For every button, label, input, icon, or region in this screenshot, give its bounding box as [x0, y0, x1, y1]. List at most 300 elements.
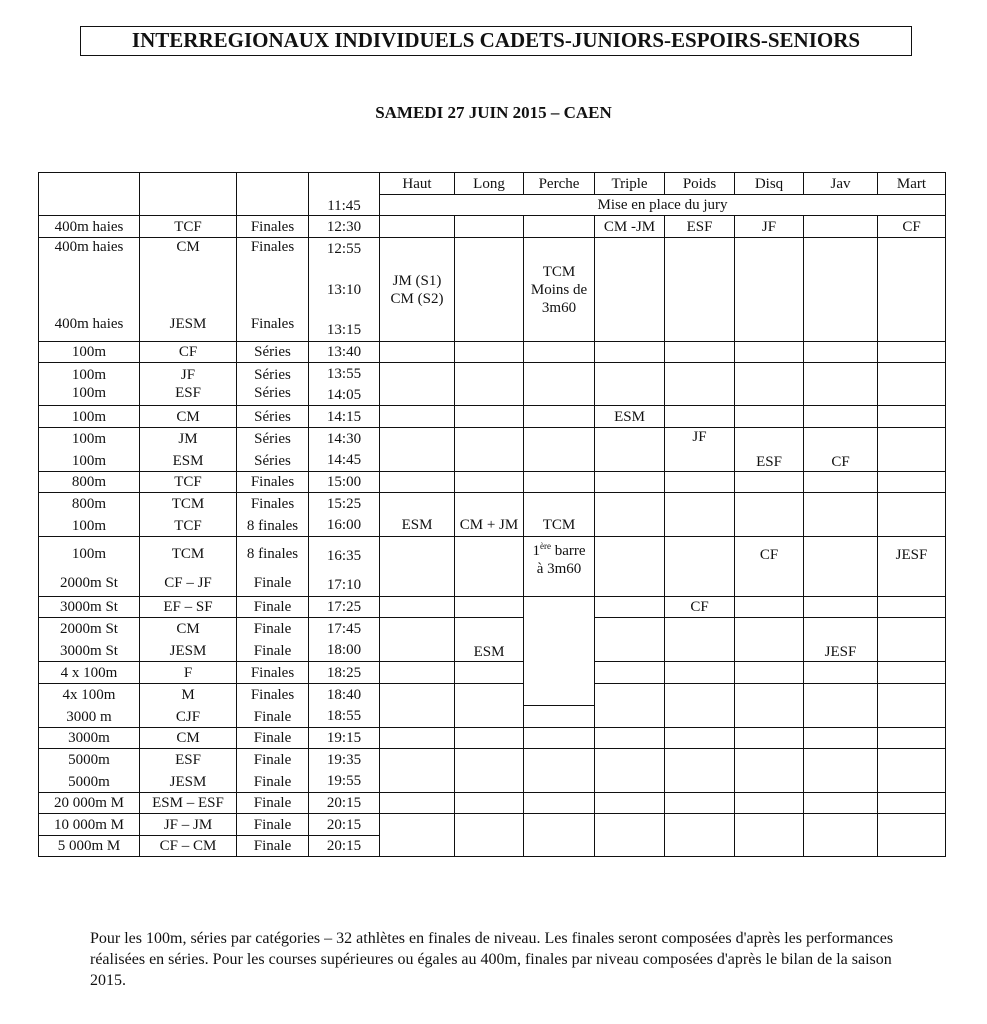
time-cell: 18:00	[309, 640, 380, 662]
event-cell	[595, 684, 665, 728]
event-cell	[804, 597, 878, 618]
round-cell: Finale	[237, 728, 309, 749]
event-cell	[804, 363, 878, 406]
table-row	[39, 749, 946, 771]
event-cell	[524, 428, 595, 472]
category-text: JESM	[169, 316, 207, 332]
event-cell	[878, 342, 946, 363]
round-cell	[237, 493, 309, 537]
course-cell	[39, 618, 140, 662]
category-cell	[140, 618, 237, 662]
event-cell	[455, 662, 524, 684]
event-cell	[878, 684, 946, 728]
event-cell	[735, 749, 804, 793]
event-cell: CM + JM	[455, 515, 524, 537]
event-cell	[524, 814, 595, 857]
time-cell: 18:25	[309, 662, 380, 684]
event-cell	[380, 684, 455, 728]
time-cell: 14:15	[309, 406, 380, 428]
time-cell: 13:55	[309, 363, 380, 385]
round-cell	[237, 684, 309, 728]
round-text: Finales	[250, 495, 295, 512]
event-cell	[665, 342, 735, 363]
round-cell	[237, 537, 309, 597]
time-cell: 18:40	[309, 684, 380, 706]
time-cell: 16:35	[309, 537, 380, 575]
event-cell	[524, 793, 595, 814]
event-cell	[665, 793, 735, 814]
event-cell	[878, 493, 946, 537]
event-cell	[455, 406, 524, 428]
event-cell	[804, 662, 878, 684]
event-cell	[804, 793, 878, 814]
event-cell	[595, 537, 665, 597]
time-cell: 14:05	[309, 385, 380, 406]
event-cell	[380, 662, 455, 684]
event-cell	[595, 363, 665, 406]
time-cell: 19:35	[309, 749, 380, 771]
time-cell: 18:55	[309, 706, 380, 728]
course-cell	[39, 684, 140, 728]
category-text: ESF	[175, 751, 201, 768]
course-cell: 20 000m M	[39, 793, 140, 814]
category-cell: CF	[140, 342, 237, 363]
event-cell	[665, 618, 735, 662]
event-cell	[455, 728, 524, 749]
round-text: Finale	[253, 751, 292, 768]
event-cell	[735, 342, 804, 363]
event-cell	[735, 406, 804, 428]
round-text: Finale	[253, 620, 292, 637]
event-cell	[455, 749, 524, 793]
event-cell	[380, 342, 455, 363]
course-text: 2000m St	[60, 575, 118, 591]
round-text: Séries	[254, 367, 291, 383]
event-cell: JESF	[804, 618, 878, 662]
course-cell	[39, 238, 140, 342]
perche-line: 1ère barre	[532, 541, 586, 559]
round-text: Finales	[250, 239, 295, 255]
category-cell	[140, 749, 237, 793]
course-cell: 3000m St	[39, 597, 140, 618]
round-cell	[237, 749, 309, 793]
event-cell	[878, 618, 946, 662]
event-cell	[878, 597, 946, 618]
course-text: 4x 100m	[62, 686, 116, 703]
event-cell	[735, 363, 804, 406]
round-text: Séries	[254, 385, 291, 401]
event-cell: JF	[735, 216, 804, 238]
course-cell: 100m	[39, 406, 140, 428]
course-cell	[39, 493, 140, 537]
category-cell	[140, 363, 237, 406]
event-cell	[878, 749, 946, 793]
time-cell: 16:00	[309, 515, 380, 537]
table-row	[39, 406, 946, 428]
column-header-poids: Poids	[665, 173, 735, 195]
time-cell: 17:45	[309, 618, 380, 640]
course-cell: 3000m	[39, 728, 140, 749]
table-row	[39, 814, 946, 836]
event-cell: CM -JM	[595, 216, 665, 238]
event-cell	[380, 363, 455, 406]
time-cell: 12:30	[309, 216, 380, 238]
table-row	[39, 793, 946, 814]
event-cell	[595, 597, 665, 618]
event-cell	[595, 342, 665, 363]
event-cell	[524, 363, 595, 406]
category-text: JESM	[169, 773, 207, 790]
category-text: CM	[176, 620, 200, 637]
course-text: 100m	[71, 430, 107, 447]
category-text: JESM	[169, 642, 207, 659]
event-cell: CF	[735, 537, 804, 597]
event-cell	[804, 728, 878, 749]
event-cell	[735, 662, 804, 684]
category-cell: CM	[140, 406, 237, 428]
table-row	[39, 597, 946, 618]
column-header-jav: Jav	[804, 173, 878, 195]
course-text: 800m	[71, 495, 107, 512]
event-cell	[804, 216, 878, 238]
haut-line: JM (S1)	[392, 272, 442, 289]
event-cell	[595, 618, 665, 662]
category-cell: ESM – ESF	[140, 793, 237, 814]
category-text: JM	[178, 430, 198, 447]
perche-line: TCM	[542, 263, 576, 280]
course-text: 400m haies	[54, 239, 124, 255]
event-cell-perche	[524, 238, 595, 342]
event-cell	[665, 493, 735, 537]
event-cell	[380, 428, 455, 472]
category-cell: CF – CM	[140, 836, 237, 857]
event-cell	[804, 749, 878, 793]
time-cell: 13:10	[309, 260, 380, 320]
category-cell	[140, 493, 237, 537]
category-cell: JF – JM	[140, 814, 237, 836]
event-cell	[665, 728, 735, 749]
round-cell: Séries	[237, 342, 309, 363]
event-cell	[665, 684, 735, 728]
jury-setup-cell: Mise en place du jury	[380, 195, 946, 216]
event-cell	[878, 363, 946, 406]
round-cell	[237, 363, 309, 406]
round-text: Séries	[254, 430, 291, 447]
round-cell	[237, 173, 309, 216]
table-row	[39, 728, 946, 749]
event-cell-perche	[524, 537, 595, 597]
event-cell	[595, 793, 665, 814]
column-header-triple: Triple	[595, 173, 665, 195]
document-title: INTERREGIONAUX INDIVIDUELS CADETS-JUNIORS-ESPOIRS-SENIORS	[80, 26, 912, 56]
event-cell	[804, 472, 878, 493]
event-cell	[455, 342, 524, 363]
event-cell	[665, 537, 735, 597]
event-cell	[524, 728, 595, 749]
course-cell	[39, 173, 140, 216]
course-text: 400m haies	[54, 316, 124, 332]
event-cell	[524, 216, 595, 238]
table-row	[39, 537, 946, 575]
event-cell	[455, 472, 524, 493]
event-cell: ESF	[735, 428, 804, 472]
category-text: CF – JF	[164, 575, 212, 591]
table-row	[39, 428, 946, 450]
event-cell	[380, 814, 455, 857]
event-cell	[804, 238, 878, 342]
event-cell	[455, 238, 524, 342]
time-cell: 17:25	[309, 597, 380, 618]
column-header-perche: Perche	[524, 173, 595, 195]
event-cell	[804, 814, 878, 857]
event-cell	[665, 749, 735, 793]
round-cell: Finale	[237, 836, 309, 857]
event-cell	[524, 493, 595, 515]
course-cell: 4 x 100m	[39, 662, 140, 684]
round-cell: Finale	[237, 793, 309, 814]
category-cell: F	[140, 662, 237, 684]
event-cell	[878, 728, 946, 749]
event-cell	[878, 662, 946, 684]
category-text: M	[181, 686, 195, 703]
category-text: TCM	[171, 495, 205, 512]
table-row	[39, 684, 946, 706]
event-cell	[735, 728, 804, 749]
event-cell	[455, 793, 524, 814]
round-cell: Finale	[237, 597, 309, 618]
event-cell	[804, 342, 878, 363]
category-cell: TCF	[140, 472, 237, 493]
event-cell	[804, 537, 878, 597]
round-text: Finale	[253, 708, 292, 725]
event-cell	[735, 597, 804, 618]
round-text: Finale	[253, 575, 292, 591]
table-row	[39, 618, 946, 640]
category-text: TCM	[171, 546, 205, 562]
time-cell: 14:30	[309, 428, 380, 450]
time-cell: 12:55	[309, 238, 380, 260]
course-text: 100m	[71, 367, 107, 383]
event-cell	[735, 793, 804, 814]
time-cell: 17:10	[309, 575, 380, 597]
round-cell	[237, 238, 309, 342]
round-cell: Finales	[237, 472, 309, 493]
event-cell	[735, 493, 804, 537]
course-text: 100m	[71, 452, 107, 469]
course-text: 100m	[71, 517, 107, 534]
table-row	[39, 342, 946, 363]
category-text: ESF	[175, 385, 201, 401]
category-text: ESM	[172, 452, 204, 469]
course-cell	[39, 363, 140, 406]
table-row	[39, 662, 946, 684]
event-cell	[380, 537, 455, 597]
event-cell	[878, 406, 946, 428]
event-cell	[380, 493, 455, 515]
event-cell	[455, 363, 524, 406]
event-cell	[878, 814, 946, 857]
event-cell	[665, 238, 735, 342]
course-text: 5000m	[68, 773, 110, 790]
event-cell	[595, 238, 665, 342]
event-cell	[455, 537, 524, 597]
event-cell	[524, 472, 595, 493]
column-header-disq: Disq	[735, 173, 804, 195]
round-text: Finales	[250, 316, 295, 332]
event-cell: CF	[804, 428, 878, 472]
event-cell	[878, 472, 946, 493]
schedule-table	[38, 172, 946, 857]
course-text: 5000m	[68, 751, 110, 768]
course-cell: 5 000m M	[39, 836, 140, 857]
event-cell	[878, 428, 946, 472]
event-cell	[878, 238, 946, 342]
event-cell	[735, 238, 804, 342]
time-cell: 19:55	[309, 771, 380, 793]
course-cell: 100m	[39, 342, 140, 363]
event-cell	[455, 814, 524, 857]
perche-line: 3m60	[541, 299, 577, 316]
category-text: CJF	[175, 708, 201, 725]
time-cell: 19:15	[309, 728, 380, 749]
event-cell	[380, 749, 455, 793]
event-cell	[380, 618, 455, 662]
category-cell	[140, 238, 237, 342]
table-row	[39, 238, 946, 260]
table-row	[39, 493, 946, 515]
event-cell	[665, 814, 735, 857]
event-cell	[665, 662, 735, 684]
event-cell: ESM	[380, 515, 455, 537]
event-cell: TCM	[524, 515, 595, 537]
round-cell	[237, 428, 309, 472]
round-text: 8 finales	[246, 546, 299, 562]
category-text: CM	[176, 239, 200, 255]
event-cell	[735, 684, 804, 728]
event-cell	[735, 472, 804, 493]
time-cell: 15:25	[309, 493, 380, 515]
time-cell: 13:40	[309, 342, 380, 363]
table-row	[39, 363, 946, 385]
round-text: Finales	[250, 686, 295, 703]
time-cell: 13:15	[309, 320, 380, 342]
course-cell: 10 000m M	[39, 814, 140, 836]
time-cell: 20:15	[309, 793, 380, 814]
time-cell: 20:15	[309, 836, 380, 857]
event-cell	[524, 749, 595, 793]
perche-line: à 3m60	[536, 561, 582, 577]
time-cell: 15:00	[309, 472, 380, 493]
event-cell	[804, 406, 878, 428]
perche-line: Moins de	[530, 281, 588, 298]
table-row	[39, 216, 946, 238]
footnote: Pour les 100m, séries par catégories – 32 athlètes en finales de niveau. Les finales seront composées d'après les performances réalisées en séries. Pour les courses supérieures ou égales au 400m, finales par niveau composées d'après le bilan de la saison 2015.	[90, 930, 894, 989]
event-cell	[380, 216, 455, 238]
event-cell	[595, 493, 665, 537]
table-row	[39, 173, 946, 195]
event-cell	[595, 428, 665, 472]
round-cell	[237, 618, 309, 662]
column-header-haut: Haut	[380, 173, 455, 195]
event-cell	[380, 472, 455, 493]
event-cell	[595, 814, 665, 857]
round-text: Finale	[253, 642, 292, 659]
event-cell	[665, 472, 735, 493]
course-cell: 400m haies	[39, 216, 140, 238]
event-cell	[665, 363, 735, 406]
event-cell: ESM	[595, 406, 665, 428]
round-text: 8 finales	[246, 517, 299, 534]
event-cell: JESF	[878, 537, 946, 597]
round-cell: Finales	[237, 216, 309, 238]
event-cell	[380, 793, 455, 814]
event-cell	[735, 618, 804, 662]
course-cell	[39, 749, 140, 793]
event-cell: CF	[665, 597, 735, 618]
event-cell	[595, 728, 665, 749]
event-cell: JF	[665, 428, 735, 472]
haut-line: CM (S2)	[390, 290, 444, 307]
course-text: 100m	[71, 546, 107, 562]
event-cell	[455, 597, 524, 618]
round-text: Séries	[254, 452, 291, 469]
event-cell	[455, 684, 524, 728]
course-cell: 800m	[39, 472, 140, 493]
event-cell-haut	[380, 238, 455, 342]
event-cell	[524, 406, 595, 428]
document-subtitle: SAMEDI 27 JUIN 2015 – CAEN	[375, 103, 612, 122]
event-cell	[595, 749, 665, 793]
event-cell	[455, 493, 524, 515]
event-cell	[524, 342, 595, 363]
event-cell	[735, 814, 804, 857]
event-cell: CF	[878, 216, 946, 238]
course-text: 3000 m	[66, 708, 112, 725]
event-cell	[380, 597, 455, 618]
column-header-long: Long	[455, 173, 524, 195]
category-cell: CM	[140, 728, 237, 749]
event-cell	[804, 684, 878, 728]
event-cell	[804, 493, 878, 537]
round-text: Finale	[253, 773, 292, 790]
event-cell	[455, 216, 524, 238]
event-cell: ESM	[455, 618, 524, 662]
round-cell: Finale	[237, 814, 309, 836]
time-cell: 14:45	[309, 450, 380, 472]
round-cell: Finales	[237, 662, 309, 684]
event-cell	[595, 472, 665, 493]
category-text: TCF	[174, 517, 202, 534]
category-cell	[140, 173, 237, 216]
event-cell	[380, 728, 455, 749]
event-cell	[455, 428, 524, 472]
course-cell	[39, 537, 140, 597]
event-cell	[595, 662, 665, 684]
time-cell: 11:45	[309, 173, 380, 216]
category-cell: EF – SF	[140, 597, 237, 618]
column-header-mart: Mart	[878, 173, 946, 195]
category-text: JF	[180, 367, 196, 383]
event-cell	[380, 406, 455, 428]
event-cell	[665, 406, 735, 428]
category-cell: TCF	[140, 216, 237, 238]
event-cell	[878, 793, 946, 814]
category-cell	[140, 537, 237, 597]
course-text: 100m	[71, 385, 107, 401]
category-cell	[140, 684, 237, 728]
round-cell: Séries	[237, 406, 309, 428]
course-text: 2000m St	[60, 620, 118, 637]
